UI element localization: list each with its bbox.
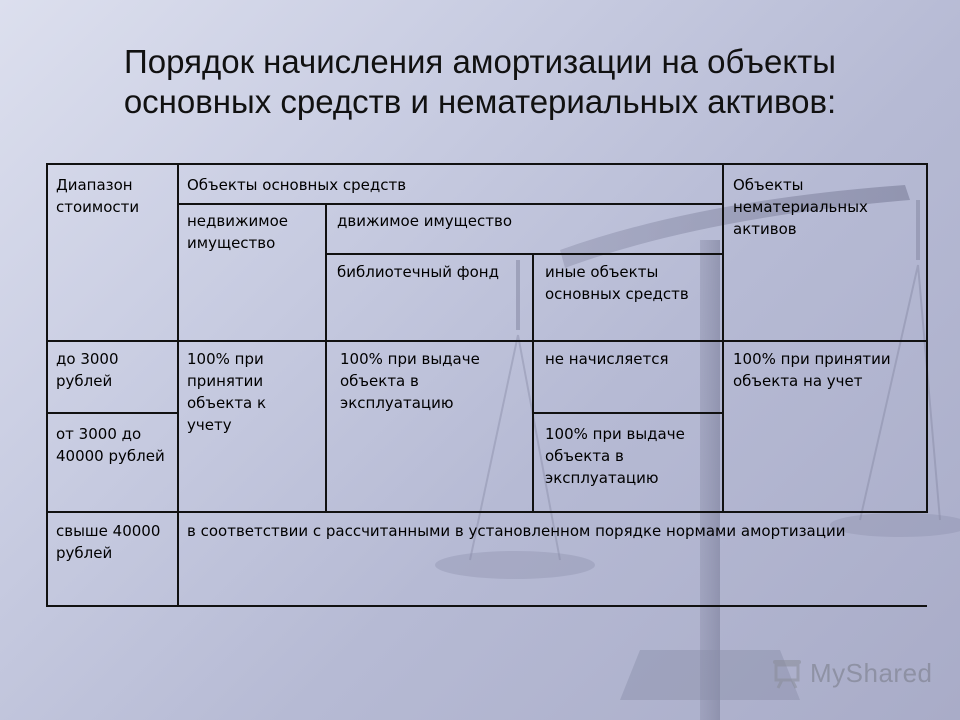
header-intangible: Объекты нематериальных активов — [733, 176, 868, 238]
myshared-logo — [770, 655, 933, 691]
hline-row1-other — [532, 412, 722, 414]
hline-header-bottom — [46, 340, 926, 342]
hline-row1 — [46, 412, 178, 414]
vline-range — [177, 163, 179, 606]
cell-intangible-value: 100% при принятии объекта на учет — [733, 350, 891, 390]
title-line-1: Порядок начисления амортизации на объекты — [124, 43, 836, 80]
table-border-left — [46, 163, 48, 606]
header-real-estate: недвижимое имущество — [187, 212, 288, 252]
vline-real-estate — [325, 203, 327, 511]
header-other: иные объекты основных средств — [545, 263, 689, 303]
cell-other-row1: не начисляется — [545, 350, 669, 368]
cell-row3-norms: в соответствии с рассчитанными в установленном порядке нормами амортизации — [187, 522, 846, 540]
header-range: Диапазон стоимости — [56, 176, 140, 216]
cell-library-value: 100% при выдаче объекта в эксплуатацию — [340, 350, 480, 412]
vline-intangible — [722, 163, 724, 511]
hline-header-sub — [177, 203, 722, 205]
hline-movable-sub — [325, 253, 722, 255]
cell-other-row2: 100% при выдаче объекта в эксплуатацию — [545, 425, 685, 487]
vline-library — [532, 253, 534, 511]
cell-real-estate-value: 100% при принятии объекта к учету — [187, 350, 267, 434]
header-library: библиотечный фонд — [337, 263, 499, 281]
hline-row2 — [46, 511, 926, 513]
header-fixed-assets: Объекты основных средств — [187, 176, 407, 194]
title-line-2: основных средств и нематериальных активов: — [123, 83, 837, 120]
table-border-right — [926, 163, 928, 513]
row2-range: от 3000 до 40000 рублей — [56, 425, 165, 465]
header-movable: движимое имущество — [337, 212, 513, 230]
row3-range: свыше 40000 рублей — [56, 522, 161, 562]
logo-text: MyShared — [810, 657, 933, 688]
projector-screen-icon — [770, 657, 804, 689]
row1-range: до 3000 рублей — [56, 350, 119, 390]
